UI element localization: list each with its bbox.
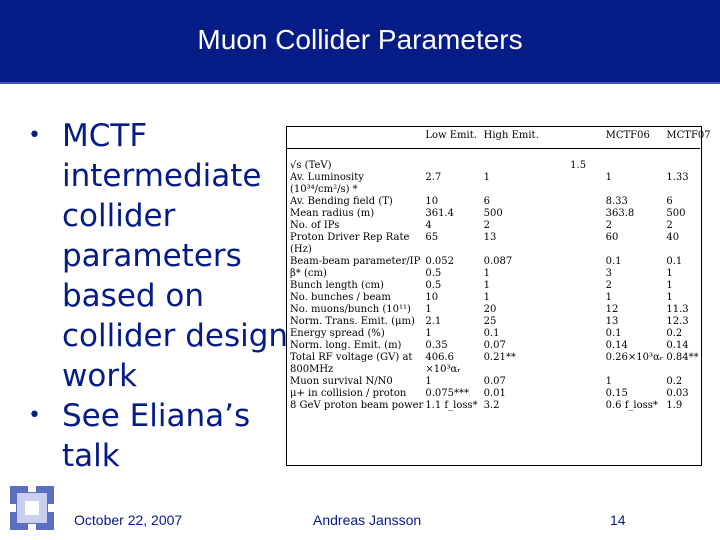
- table-cell: 1: [666, 292, 673, 303]
- table-cell: 1.33: [666, 172, 689, 183]
- table-cell: 3: [605, 268, 612, 279]
- bullet-text: MCTF intermediate collider parameters based on collider design work: [62, 118, 289, 394]
- table-cell: [605, 184, 666, 196]
- table-cell: 0.01: [483, 388, 506, 399]
- table-row: [289, 208, 720, 220]
- table-cell: Av. Bending field (T): [290, 196, 393, 207]
- table-row: [289, 268, 720, 280]
- table-cell: 500: [483, 208, 503, 219]
- title-bar: [0, 0, 720, 84]
- table-cell: [483, 364, 605, 376]
- table-cell: 0.5: [425, 268, 442, 279]
- table-cell: 10: [425, 292, 439, 303]
- table-cell: Total RF voltage (GV) at: [290, 352, 413, 363]
- table-row: [289, 376, 720, 388]
- table-row: [289, 340, 720, 352]
- table-cell: 0.6 f_loss*: [605, 400, 658, 411]
- table-cell: Muon survival N/N0: [290, 376, 393, 387]
- table-cell: 500: [666, 208, 686, 219]
- table-cell: 1: [425, 376, 432, 387]
- table-cell: 406.6: [425, 352, 454, 363]
- table-row: [289, 292, 720, 304]
- table-row: [289, 328, 720, 340]
- bullet-list: [28, 116, 298, 476]
- table-header-cell: [289, 130, 424, 154]
- table-cell: 4: [425, 220, 432, 231]
- table-cell: 0.26×10³αᵣ: [605, 352, 664, 363]
- table-cell: 1.9: [666, 400, 683, 411]
- table-cell: 0.2: [666, 328, 683, 339]
- table-cell: 6: [483, 196, 491, 207]
- table-cell: 0.075***: [425, 388, 469, 399]
- table-cell: 0.35: [425, 340, 448, 351]
- bullet-text: See Eliana’s talk: [62, 398, 251, 474]
- bullet-item: [28, 116, 298, 396]
- table-cell: [665, 160, 720, 172]
- table-row: [289, 196, 720, 208]
- table-cell: 2: [605, 220, 612, 231]
- table-cell: 0.15: [605, 388, 628, 399]
- table-cell: 13: [605, 316, 619, 327]
- bullet-item: [28, 396, 298, 476]
- table-cell: 2: [483, 220, 491, 231]
- table-cell: 1: [605, 172, 612, 183]
- table-cell: 2: [605, 280, 612, 291]
- table-cell: No. of IPs: [290, 220, 340, 231]
- table-row: [289, 352, 720, 364]
- table-cell: 3.2: [483, 400, 500, 411]
- table-cell: Proton Driver Rep Rate: [290, 232, 410, 243]
- table-cell: 60: [605, 232, 619, 243]
- table-cell: 0.2: [666, 376, 683, 387]
- table-cell: [605, 244, 666, 256]
- table-cell: [483, 244, 605, 256]
- table-cell: (Hz): [290, 244, 312, 255]
- table-cell: 13: [483, 232, 497, 243]
- table-cell: Norm. long. Emit. (m): [290, 340, 402, 351]
- table-row: [289, 400, 720, 412]
- table-cell: 0.1: [605, 328, 622, 339]
- table-cell: 800MHz: [290, 364, 334, 375]
- table-cell: 1: [425, 328, 432, 339]
- table-cell: Mean radius (m): [290, 208, 375, 219]
- fermilab-logo-icon: [6, 482, 58, 534]
- table-cell: [483, 184, 605, 196]
- table-cell: 1: [425, 304, 432, 315]
- table-cell: No. bunches / beam: [290, 292, 391, 303]
- parameters-table: [289, 130, 720, 412]
- table-cell: √s (TeV): [290, 160, 332, 171]
- table-cell: 12: [605, 304, 619, 315]
- table-cell: 0.07: [483, 376, 506, 387]
- table-cell: 363.8: [605, 208, 635, 219]
- table-cell: μ+ in collision / proton: [290, 388, 407, 399]
- table-header-cell: MCTF07: [666, 130, 711, 141]
- table-cell: 0.087: [483, 256, 513, 267]
- table-cell: 0.14: [605, 340, 628, 351]
- table-row: [289, 172, 720, 184]
- table-cell: 8 GeV proton beam power: [290, 400, 424, 411]
- table-cell: Bunch length (cm): [290, 280, 384, 291]
- table-cell: [424, 244, 482, 256]
- table-cell: 1: [483, 268, 491, 279]
- table-cell: [605, 160, 666, 172]
- table-cell: 1.1 f_loss*: [425, 400, 478, 411]
- bullet-symbol: •: [28, 123, 41, 148]
- table-cell: Norm. Trans. Emit. (μm): [290, 316, 415, 327]
- table-cell: 1: [666, 268, 673, 279]
- table-row: [289, 364, 720, 376]
- table-cell: 0.84**: [666, 352, 699, 363]
- table-cell: ×10³αᵣ: [425, 364, 461, 375]
- table-cell: 2.7: [425, 172, 442, 183]
- table-row: [289, 232, 720, 244]
- footer-page-number: 14: [610, 512, 626, 528]
- table-cell: 1: [666, 280, 673, 291]
- table-cell: 65: [425, 232, 439, 243]
- table-cell: β* (cm): [290, 268, 327, 279]
- table-cell: No. muons/bunch (10¹¹): [290, 304, 411, 315]
- table-cell: 10: [425, 196, 439, 207]
- table-cell: [665, 184, 720, 196]
- table-cell: 1: [483, 292, 491, 303]
- table-cell: [605, 364, 666, 376]
- table-cell: 0.14: [666, 340, 689, 351]
- bullet-symbol: •: [28, 403, 41, 428]
- table-cell: Av. Luminosity: [290, 172, 364, 183]
- slide-title: Muon Collider Parameters: [197, 24, 523, 55]
- table-header-cell: High Emit.: [483, 130, 539, 141]
- table-cell: 1: [605, 376, 612, 387]
- table-cell: 0.1: [666, 256, 683, 267]
- table-cell: [665, 364, 720, 376]
- table-header-cell: Low Emit.: [425, 130, 477, 141]
- table-cell: Energy spread (%): [290, 328, 385, 339]
- table-cell: [424, 160, 482, 172]
- table-cell: [424, 184, 482, 196]
- footer-author: Andreas Jansson: [313, 512, 422, 528]
- table-cell: [665, 244, 720, 256]
- table-cell: 2: [666, 220, 673, 231]
- table-cell: 0.07: [483, 340, 506, 351]
- table-row: [289, 220, 720, 232]
- table-row: [289, 256, 720, 268]
- table-cell: 12.3: [666, 316, 689, 327]
- table-cell: (10³⁴/cm²/s) *: [290, 184, 358, 195]
- table-header-row: [289, 130, 720, 154]
- table-cell: 40: [666, 232, 680, 243]
- table-cell: 1: [605, 292, 612, 303]
- table-header-cell: MCTF06: [605, 130, 650, 141]
- table-cell: 0.21**: [483, 352, 516, 363]
- table-row: [289, 280, 720, 292]
- table-cell: 1.5: [570, 160, 587, 171]
- table-row: [289, 304, 720, 316]
- table-cell: 0.03: [666, 388, 689, 399]
- table-cell: 11.3: [666, 304, 689, 315]
- table-cell: 361.4: [425, 208, 454, 219]
- table-cell: 0.5: [425, 280, 442, 291]
- table-cell: 0.052: [425, 256, 454, 267]
- table-cell: 1: [483, 172, 491, 183]
- footer-date: October 22, 2007: [74, 512, 183, 528]
- table-row: [289, 388, 720, 400]
- table-cell: 8.33: [605, 196, 628, 207]
- table-row: [289, 244, 720, 256]
- table-cell: Beam-beam parameter/IP: [290, 256, 421, 267]
- table-row: [289, 184, 720, 196]
- table-cell: 6: [666, 196, 673, 207]
- table-cell: 2.1: [425, 316, 442, 327]
- table-cell: 20: [483, 304, 497, 315]
- table-row: [289, 316, 720, 328]
- table-cell: 0.1: [605, 256, 622, 267]
- table-cell: 0.1: [483, 328, 500, 339]
- table-row: [289, 160, 720, 172]
- table-cell: 1: [483, 280, 491, 291]
- table-cell: 25: [483, 316, 497, 327]
